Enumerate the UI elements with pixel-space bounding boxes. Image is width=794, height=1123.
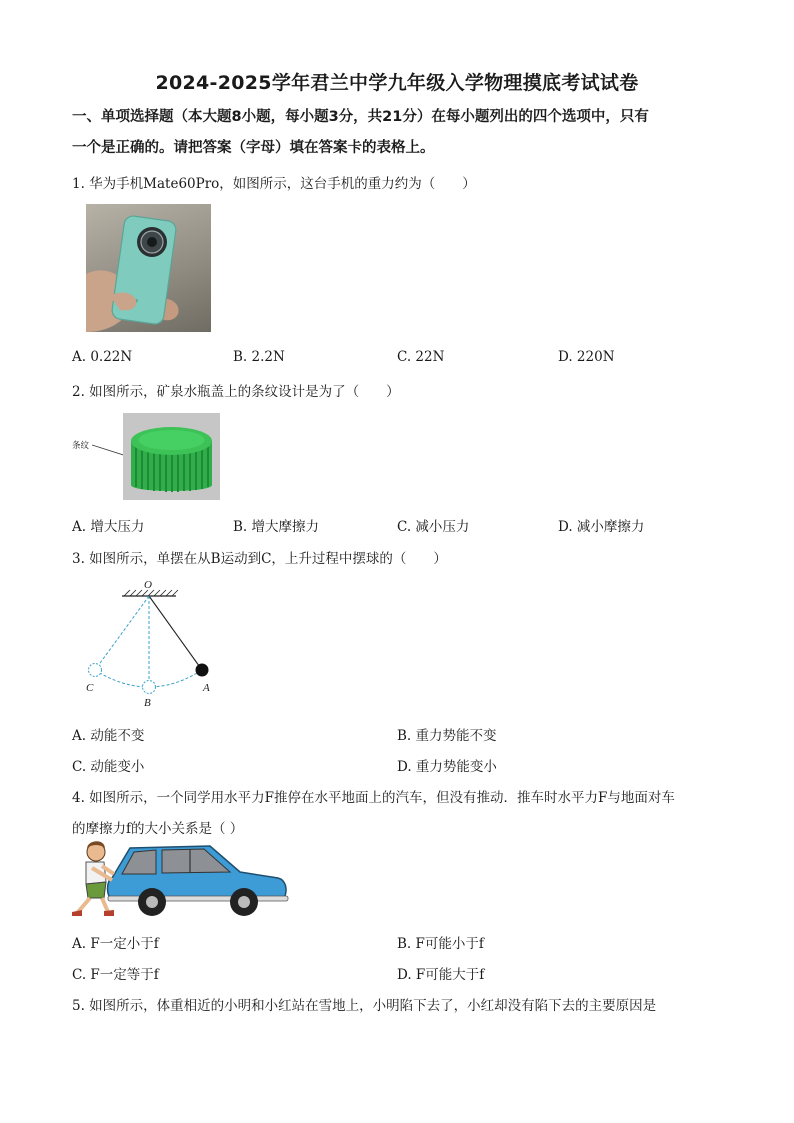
section-instructions-line2: 一个是正确的。请把答案（字母）填在答案卡的表格上。 [72, 140, 435, 156]
q4-stem-line1: 4. 如图所示，一个同学用水平力F推停在水平地面上的汽车，但没有推动．推车时水平力F与地面对车 [72, 790, 675, 806]
q2-option-b[interactable]: B. 增大摩擦力 [233, 519, 320, 535]
q2-option-d[interactable]: D. 减小摩擦力 [558, 519, 645, 535]
q4-option-c[interactable]: C. F一定等于f [72, 967, 159, 983]
pendulum-diagram [80, 574, 220, 709]
q1-option-d[interactable]: D. 220N [558, 349, 615, 365]
q2-option-c[interactable]: C. 减小压力 [397, 519, 470, 535]
exam-title: 2024-2025学年君兰中学九年级入学物理摸底考试试卷 [155, 72, 639, 94]
stripe-label: 条纹 [72, 441, 90, 451]
q1-stem: 1. 华为手机Mate60Pro，如图所示，这台手机的重力约为（ ） [72, 176, 476, 192]
q3-option-a[interactable]: A. 动能不变 [72, 728, 145, 744]
q3-option-c[interactable]: C. 动能变小 [72, 759, 145, 775]
q4-stem-line2: 的摩擦力f的大小关系是（ ） [72, 821, 244, 837]
point-b-label: B [144, 697, 151, 709]
point-o-label: O [144, 579, 152, 591]
q2-option-a[interactable]: A. 增大压力 [72, 519, 145, 535]
boy-pushing-car [72, 838, 292, 920]
point-a-label: A [203, 682, 210, 694]
section-instructions-line1: 一、单项选择题（本大题8小题，每小题3分，共21分）在每小题列出的四个选项中，只有 [72, 109, 649, 125]
q5-stem: 5. 如图所示，体重相近的小明和小红站在雪地上，小明陷下去了，小红却没有陷下去的主要原因是 [72, 998, 657, 1014]
q1-option-b[interactable]: B. 2.2N [233, 349, 285, 365]
q3-option-d[interactable]: D. 重力势能变小 [397, 759, 497, 775]
q4-option-a[interactable]: A. F一定小于f [72, 936, 159, 952]
bottle-cap-photo [123, 413, 220, 500]
q4-option-b[interactable]: B. F可能小于f [397, 936, 484, 952]
q3-option-b[interactable]: B. 重力势能不变 [397, 728, 497, 744]
point-c-label: C [86, 682, 94, 694]
q1-option-c[interactable]: C. 22N [397, 349, 445, 365]
phone-photo [86, 204, 211, 332]
q1-option-a[interactable]: A. 0.22N [72, 349, 133, 365]
q3-stem: 3. 如图所示，单摆在从B运动到C，上升过程中摆球的（ ） [72, 551, 447, 567]
q2-stem: 2. 如图所示，矿泉水瓶盖上的条纹设计是为了（ ） [72, 384, 400, 400]
q4-option-d[interactable]: D. F可能大于f [397, 967, 485, 983]
